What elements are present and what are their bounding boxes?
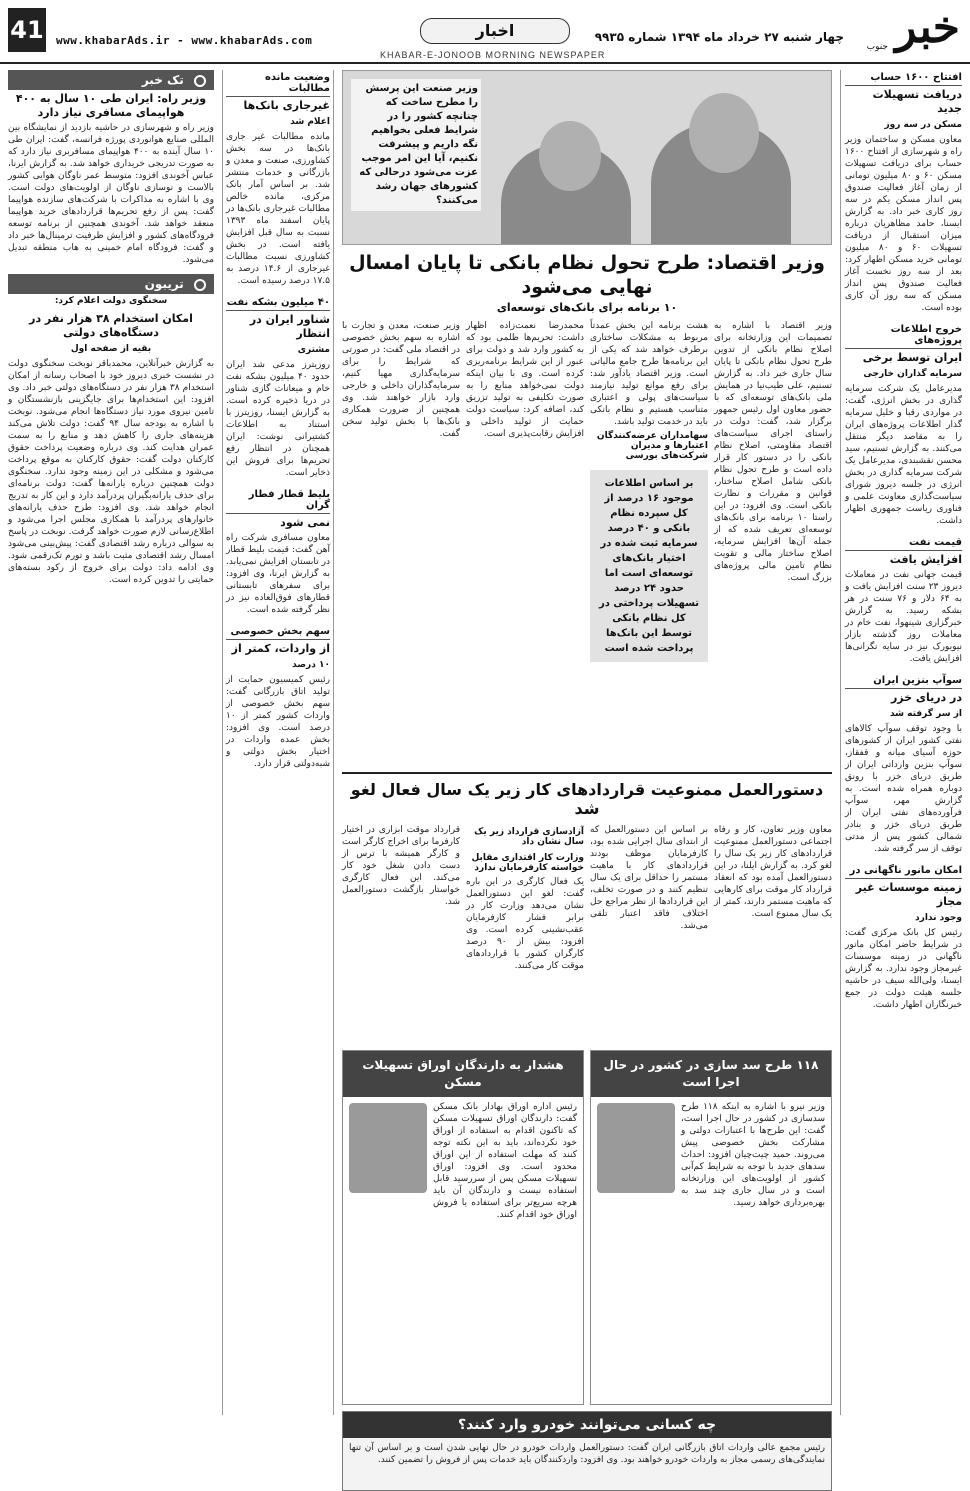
news-subhead: سرمایه گذاران خارجی <box>863 369 962 379</box>
box-title <box>8 274 214 294</box>
bottom-story-body: وزیر نیرو با اشاره به اینکه ۱۱۸ طرح سدسازی در کشور در حال اجرا است، گفت: این طرح‌ها با اعتبارات دولتی و مشارکت بخش خصوصی پیش می‌روند. حمید چیت‌چیان افزود: احداث سدهای جدید با توجه به شرایط کم‌آبی کشور از اولویت‌های این وزارتخانه است و در سال جاری چند سد به بهره‌برداری خواهد رسید. <box>681 1102 825 1208</box>
news-kicker: قیمت نفت <box>845 535 962 551</box>
news-box-tribune <box>8 274 214 586</box>
news-kicker: افتتاح ۱۶۰۰ حساب <box>845 70 962 86</box>
story-body: بر اساس این دستورالعمل که از ابتدای سال اجرایی شده بود، کارفرمایان موظف بودند قراردادهای کار با ماهیت مستمر را حداقل برای یک سال تنظیم کنند و در صورت تخلف، این قراردادها از نظر مراجع حل اختلاف فاقد اعتبار تلقی می‌شد. <box>590 825 708 931</box>
news-kicker: ۴۰ میلیون بشکه نفت <box>226 295 330 311</box>
masthead <box>0 0 970 64</box>
left-column <box>8 70 214 1415</box>
person-head <box>539 121 601 191</box>
bottom-stories <box>342 1050 832 1405</box>
newspaper-logo <box>856 2 960 56</box>
news-headline: دریافت تسهیلات جدید <box>872 88 962 115</box>
bottom-story-headline[interactable]: هشدار به دارندگان اوراق تسهیلات مسکن <box>343 1051 583 1097</box>
news-subhead: ۱۰ درصد <box>292 660 330 670</box>
feature-body: رئیس مجمع عالی واردات اتاق بازرگانی ایران گفت: دستورالعمل واردات خودرو در حال نهایی شدن است و بر اساس آن تنها نمایندگی‌های رسمی مجاز به واردات خودرو خواهند بود. وی افزود: واردکنندگان باید خدمات پس از فروش را تضمین کنند. <box>349 1443 825 1465</box>
lead-body-column <box>590 320 708 772</box>
feature-headline[interactable]: چه کسانی می‌توانند خودرو وارد کنند؟ <box>343 1412 831 1438</box>
news-subhead: وجود ندارد <box>915 913 962 923</box>
mid-news-column <box>222 70 334 1415</box>
news-kicker: خروج اطلاعات پروژه‌های <box>845 322 962 349</box>
news-body: وزیر راه و شهرسازی در حاشیه بازدید از نمایشگاه بین المللی صنایع هوانوردی پورژه فرانسه، گفت: ایران طی ۱۰ سال آینده به ۴۰۰ هواپیمای مسافربری نیاز دارد که به صورت تدریجی خریداری خواهد شد. به گزارش ایرنا، عباس آخوندی افزود: متوسط عمر ناوگان هوایی کشور بالاست و نوسازی ناوگان از اولویت‌های دولت است. وی با اشاره به مذاکرات با شرکت‌های سازنده هواپیما گفت: پس از رفع تحریم‌ها قراردادهای خرید هواپیما منعقد خواهد شد. آخوندی همچنین از برنامه توسعه فرودگاه‌های کشور و افزایش ظرفیت ترمینال‌ها خبر داد و گفت: فرودگاه امام خمینی به هاب منطقه تبدیل می‌شود. <box>8 123 214 265</box>
news-kicker: بلیط قطار فطار گران <box>226 487 330 514</box>
news-body: با وجود توقف سوآپ کالاهای نفتی کشور ایران از کشورهای حوزه آسیای میانه و قفقاز، سوآپ بنزین وارداتی ایران از طریق دریای خزر با رونق دوباره همراه شده است. به گزارش مهر، سوآپ فرآورده‌های نفتی ایران از طریق دریای خزر و بنادر شمالی کشور پس از مدتی توقف از سر گرفته شد. <box>845 724 962 854</box>
news-headline: زمینه موسسات غیر مجاز <box>855 881 962 908</box>
circle-icon <box>194 279 206 291</box>
story-body: قرارداد موقت ابزاری در اختیار کارفرما برای اخراج کارگر است و کارگر همیشه با ترس از دست دادن شغل خود کار می‌کند. این فعال کارگری خواستار بازگشت دستورالعمل شد. <box>342 825 460 907</box>
news-item <box>845 322 962 527</box>
lead-photo <box>342 70 832 245</box>
site-url[interactable]: www.khabarAds.ir - www.khabarAds.com <box>56 34 313 47</box>
story-body: معاون وزیر تعاون، کار و رفاه اجتماعی دستورالعمل ممنوعیت قراردادهای کار زیر یک سال را لغو کرد. به گزارش ایلنا، در این دستورالعمل آمده بود که انعقاد قرارداد کار موقت برای کارهایی که ماهیت مستمر دارند، کمتر از یک سال ممنوع است. <box>713 825 832 919</box>
news-item <box>226 487 330 616</box>
lead-body: محمدرضا نعمت‌زاده اظهار داشت: تحریم‌ها ظلمی بود که به کشور وارد شد و دولت برای عبور از این شرایط برنامه‌ریزی کرده است. وی با بیان اینکه دولت نمی‌خواهد منابع را به صورت تکلیفی به تولید تزریق کند، اضافه کرد: سیاست دولت حمایت از تولید داخلی و افزایش رقابت‌پذیری است. <box>466 321 584 439</box>
portrait-photo <box>597 1103 675 1193</box>
lead-body: وزیر اقتصاد با اشاره به تصمیمات این وزارتخانه برای اصلاح نظام بانکی از تدوین طرح تحول نظام بانکی تا پایان سال جاری خبر داد. به گزارش تسنیم، علی طیب‌نیا در همایش ملی بانک‌های توسعه‌ای که با حضور معاون اول رئیس جمهور برگزار شد، گفت: دولت در راستای اجرای سیاست‌های اقتصاد مقاومتی، اصلاح نظام بانکی را در دستور کار قرار داده است و طرح تحول نظام بانکی شامل اصلاح ساختار، قوانین و مقررات و نظارت بانکی است. وی افزود: در این راستا ۱۰ برنامه برای بانک‌های توسعه‌ای تعریف شده که از جمله آن‌ها افزایش سرمایه، اصلاح ساختار مالی و تقویت نظام تامین مالی پروژه‌های بزرگ است. <box>714 321 832 583</box>
news-subhead: مسکن در سه روز <box>884 120 962 130</box>
logo-subtext: جنوب <box>866 42 888 52</box>
story-headline[interactable]: دستورالعمل ممنوعیت قراردادهای کار زیر یک سال فعال لغو شد <box>342 772 832 824</box>
story-inline-subhead: آزادسازی قرارداد زیر یک سال نشان داد <box>474 827 584 847</box>
news-body: مانده مطالبات غیر جاری بانک‌ها در سه بخش کشاورزی، صنعت و معدن و بازرگانی و خدمات منتشر شد. بر اساس آمار بانک مرکزی، مانده خالص مطالبات غیرجاری بانک‌ها در پایان اسفند ماه ۱۳۹۳ نسبت به سال قبل افزایش یافته است. در بخش کشاورزی نسبت مطالبات غیرجاری از ۱۴.۶ درصد به ۱۷.۵ درصد رسیده است. <box>226 132 330 286</box>
person-head <box>689 93 759 173</box>
logo-text: خبر <box>895 2 960 53</box>
news-subhead: از سر گرفته شد <box>889 709 962 719</box>
news-body: روزیترز مدعی شد ایران حدود ۴۰ میلیون بشکه نفت خام و میعانات گازی شناور در دریا ذخیره کرده است. به گزارش ایسنا، روزیترز با استناد به اطلاعات کشتیرانی نوشت: ایران همچنان در انتظار رفع تحریم‌ها برای فروش این ذخایر است. <box>226 360 330 478</box>
story-body-column <box>466 824 584 1044</box>
bottom-story-dams <box>590 1050 832 1405</box>
news-kicker: وضعیت مانده مطالبات <box>226 70 330 97</box>
news-item <box>845 70 962 314</box>
news-body: به گزارش خبرآنلاین، محمدباقر نوبخت سخنگوی دولت در نشست خبری دیروز خود با اصحاب رسانه از امکان استخدام ۳۸ هزار نفر در دستگاه‌های دولتی خبر داد. وی افزود: این استخدام‌ها برای جایگزینی بازنشستگان و تامین نیروی مورد نیاز دستگاه‌ها انجام می‌شود. نوبخت با اشاره به بودجه سال ۹۴ گفت: دولت تلاش می‌کند هزینه‌های جاری را کاهش دهد و منابع را به سمت عمران هدایت کند. وی درباره وضعیت پرداخت حقوق کارکنان دولت گفت: حقوق کارکنان به موقع پرداخت می‌شود و مشکلی در این زمینه وجود ندارد. سخنگوی دولت همچنین درباره یارانه‌ها گفت: دولت برنامه‌ای برای حذف یارانه‌بگیران پردرآمد دارد و این کار به تدریج انجام خواهد شد. وی افزود: طرح حذف یارانه‌های خانوارهای پردرآمد با همکاری مجلس اجرا می‌شود و اطلاع‌رسانی لازم صورت خواهد گرفت. نوبخت در پاسخ به سوالی درباره رشد اقتصادی گفت: پیش‌بینی می‌شود امسال رشد اقتصادی مثبت باشد و تورم تک‌رقمی شود. وی ادامه داد: دولت برای خروج از رکود بسته‌های حمایتی را تدوین کرده است. <box>8 359 214 585</box>
news-headline: افزایش یافت <box>889 553 962 566</box>
lead-headline[interactable]: وزیر اقتصاد: طرح تحول نظام بانکی تا پایان امسال نهایی می‌شود <box>349 252 825 298</box>
lead-body-columns <box>342 320 832 772</box>
news-item <box>226 295 330 479</box>
lead-body: وزیر صنعت، معدن و تجارت با اشاره به سهم بخش خصوصی در اقتصاد ملی گفت: در صورتی که شرایط را برای سرمایه‌گذاری مهیا کنیم، سرمایه‌گذاران داخلی و خارجی وارد بازار خواهند شد. وی همچنین از ضرورت همکاری بانک‌ها با بخش تولید سخن گفت. <box>342 321 460 439</box>
circle-icon <box>194 75 206 87</box>
news-body: معاون مسافری شرکت راه آهن گفت: قیمت بلیط قطار در تابستان افزایش نمی‌یابد. به گزارش ایرنا، وی افزود: برای سفرهای تابستانی قطارهای فوق‌العاده نیز در نظر گرفته شده است. <box>226 533 330 615</box>
center-column <box>342 70 832 1465</box>
english-name: KHABAR-E-JONOOB MORNING NEWSPAPER <box>380 50 606 60</box>
bottom-story-headline[interactable]: ۱۱۸ طرح سد سازی در کشور در حال اجرا است <box>591 1051 831 1097</box>
portrait-photo <box>349 1103 427 1193</box>
box-title <box>8 70 214 90</box>
news-body: رئیس کل بانک مرکزی گفت: در شرایط حاضر امکان مانور ناگهانی در زمینه موسسات غیرمجاز وجود ندارد. به گزارش ایسنا، ولی‌الله سیف در حاشیه جلسه هیئت دولت در جمع خبرنگاران اظهار داشت. <box>845 928 962 1010</box>
news-headline[interactable]: وزیر راه: ایران طی ۱۰ سال به ۴۰۰ هواپیمای مسافری نیاز دارد <box>15 92 207 119</box>
news-body: رئیس کمیسیون حمایت از تولید اتاق بازرگانی گفت: سهم بخش خصوصی از واردات کشور کمتر از ۱۰ درصد است. وی افزود: بخش عمده واردات در اختیار بخش دولتی و شبه‌دولتی قرار دارد. <box>226 675 330 769</box>
news-headline: شناور ایران در انتظار <box>249 313 330 340</box>
bottom-story-housing <box>342 1050 584 1405</box>
news-headline: در دریای خزر <box>890 691 962 704</box>
news-kicker: سخنگوی دولت اعلام کرد: <box>54 296 168 306</box>
page-number: 41 <box>8 8 46 52</box>
news-body: معاون مسکن و ساختمان وزیر راه و شهرسازی از افتتاح ۱۶۰۰ حساب برای دریافت تسهیلات مسکن ۶۰ و ۸۰ میلیون تومانی از زمان آغاز فعالیت صندوق پس انداز مسکن یکم در سه روز کاری خبر داد. به گزارش ایسنا، حامد مظاهریان درباره میزان استقبال از دریافت تسهیلات ۶۰ و ۸۰ میلیون تومانی خرید مسکن اظهار کرد: بعد از سه روز نخست آغاز فعالیت صندوق پس انداز مسکن که سه روز آن کاری بوده است. <box>845 135 962 313</box>
news-subhead: اعلام شد <box>290 117 330 127</box>
news-headline: غیرجاری بانک‌ها <box>243 99 330 112</box>
dateline: چهار شنبه ۲۷ خرداد ماه ۱۳۹۴ شماره ۹۹۳۵ <box>594 30 844 44</box>
section-label: اخبار <box>420 18 570 44</box>
box-title-label: تک خبر <box>141 73 184 87</box>
news-box-single <box>8 70 214 266</box>
story-body: یک فعال کارگری در این باره گفت: لغو این دستورالعمل نشان می‌دهد وزارت کار در برابر فشار کارفرمایان عقب‌نشینی کرده است. وی افزود: بیش از ۹۰ درصد کارگران کشور با قراردادهای موقت کار می‌کنند. <box>466 877 584 971</box>
news-item <box>226 70 330 287</box>
news-kicker: سهم بخش خصوصی <box>226 624 330 640</box>
news-body: قیمت جهانی نفت در معاملات دیروز ۲۳ سنت افزایش یافت و به ۶۴ دلار و ۷۶ سنت در هر بشکه رسید. به گزارش خبرگزاری شینهوا، نفت خام در معاملات روز گذشته بازار نیویورک نیز در سایه نگرانی‌ها افزایش یافت. <box>845 570 962 664</box>
news-headline[interactable]: امکان استخدام ۳۸ هزار نفر در دستگاه‌های دولتی <box>29 312 193 339</box>
lead-inline-subhead: سهامداران عرضه‌کنندگان اعتبار‌ها و مدیران شرکت‌های بورسی <box>596 431 708 461</box>
news-headline: از واردات، کمتر از <box>231 642 330 655</box>
news-subhead: مشتری <box>297 345 330 355</box>
news-kicker: سوآپ بنزین ایران <box>845 673 962 689</box>
right-news-column <box>840 70 962 1415</box>
lead-body: هشت برنامه این بخش عمدتاً مربوط به مشکلات ساختاری برطرف خواهد شد که یکی از این برنامه‌ها طرح جامع مالیاتی است. وزیر اقتصاد یادآور شد: برای رفع موانع تولید نیازمند سیاست‌های پولی و اعتباری متناسب هستیم و نظام بانکی باید در خدمت تولید باشد. <box>590 321 708 427</box>
feature-box <box>342 1411 832 1491</box>
news-headline: ایران توسط برخی <box>862 351 962 364</box>
news-body: مدیرعامل یک شرکت سرمایه گذاری در بخش انرژی، گفت: در مواردی رقبا و خلیل سرمایه گذار اطلاعات پروژه‌های ایران را به مقاصد دیگر منتقل می‌کنند. به گزارش تسنیم، سید محسن نقشبندی، مدیرعامل یک شرکت سرمایه گذاری در بخش انرژی در جلسه دیروز شورای سیاست‌گذاری معاونت علمی و فناوری ریاست جمهوری اظهار داشت. <box>845 384 962 526</box>
news-item <box>845 535 962 665</box>
story-body-columns <box>342 824 832 1044</box>
news-item <box>845 863 962 1011</box>
news-item <box>845 673 962 855</box>
bottom-story-body: رئیس اداره اوراق بهادار بانک مسکن گفت: دارندگان اوراق تسهیلات مسکن که تاکنون اقدام به استفاده از اوراق خود نکرده‌اند، باید به این نکته توجه کنند که مهلت استفاده از این اوراق محدود است. وی افزود: اوراق تسهیلات مسکن پس از سررسید قابل استفاده نیست و دارندگان آن باید هرچه سریع‌تر برای استفاده یا فروش اوراق خود اقدام کنند. <box>433 1102 577 1220</box>
photo-caption: وزیر صنعت این پرسش را مطرح ساخت که چنانچه کشور را در شرایط فعلی بخواهیم نگه داریم و پیشرفت نکنیم، آیا این امر موجب عزت می‌شود درحالی که کشورهای جهان رشد می‌کنند؟ <box>351 79 481 211</box>
continued-from-label: بقیه از صفحه اول <box>70 344 152 354</box>
news-item <box>226 624 330 770</box>
story-inline-subhead: وزارت کار اقتداری مقابل خواسته کارفرمایان ندارد <box>471 853 584 873</box>
box-title-label: تریبون <box>144 277 184 291</box>
pull-quote: بر اساس اطلاعات موجود ۱۶ درصد از کل سپرده نظام بانکی و ۴۰ درصد سرمایه ثبت شده در اختیار بانک‌های توسعه‌ای است اما حدود ۲۴ درصد تسهیلات پرداختی در کل نظام بانکی توسط این بانک‌ها پرداخت شده است <box>590 470 708 662</box>
news-headline: نمی شود <box>280 516 330 529</box>
news-kicker: امکان مانور ناگهانی در <box>845 863 962 879</box>
lead-subhead: ۱۰ برنامه برای بانک‌های توسعه‌ای <box>496 301 678 314</box>
